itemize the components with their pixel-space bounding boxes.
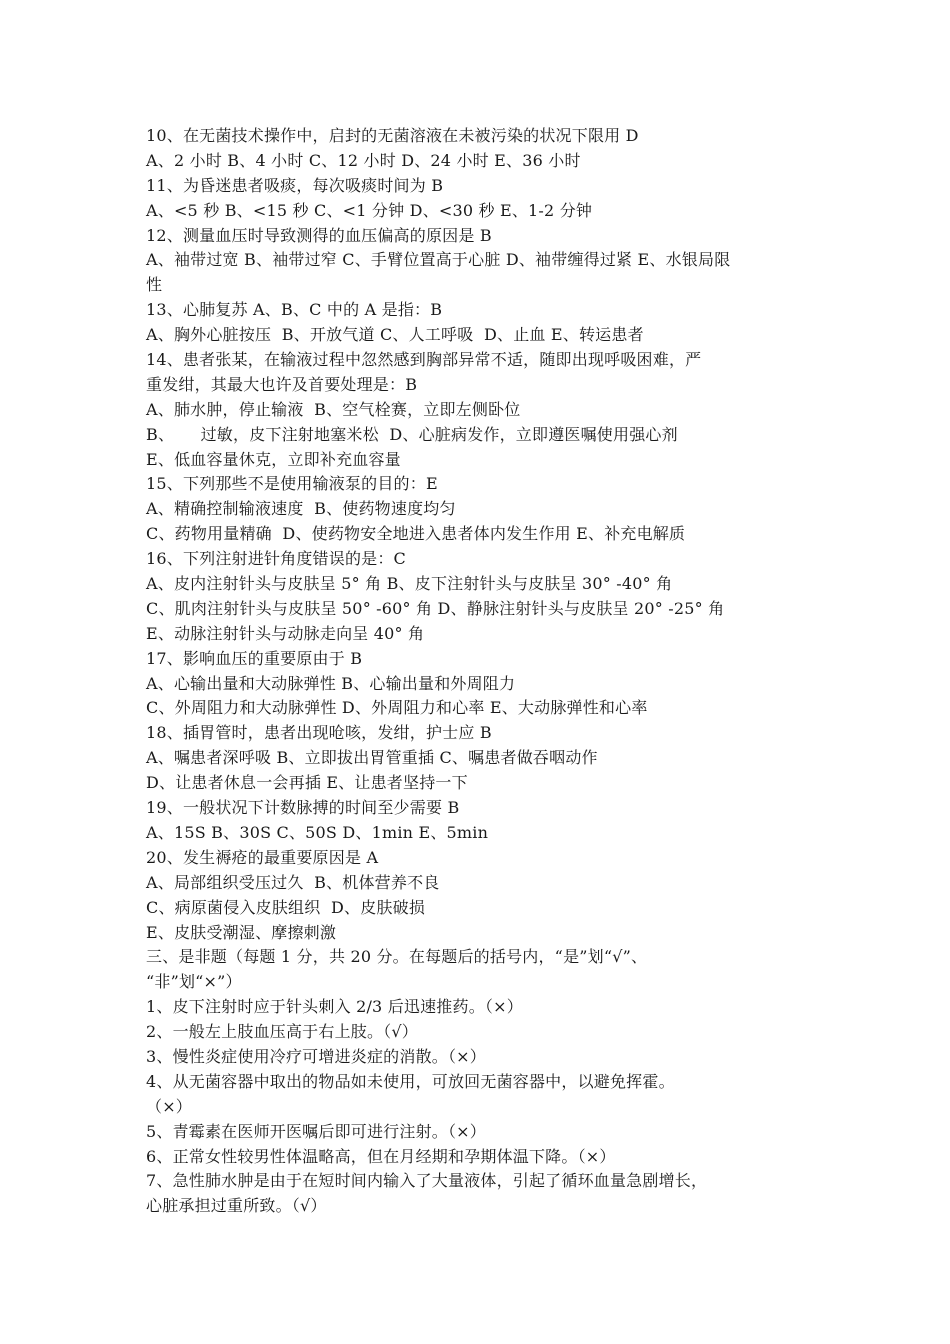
question-20-options-e: E、皮肤受潮湿、摩擦刺激	[146, 922, 337, 942]
question-14-cont: 重发绀，其最大也许及首要处理是：B	[146, 374, 418, 394]
question-11-options: A、<5 秒 B、<15 秒 C、<1 分钟 D、<30 秒 E、1-2 分钟	[146, 200, 593, 220]
question-16-options-c: C、肌肉注射针头与皮肤呈 50° -60° 角 D、静脉注射针头与皮肤呈 20° -25° 角	[146, 598, 725, 618]
question-18-options-a: A、嘱患者深呼吸 B、立即拔出胃管重插 C、嘱患者做吞咽动作	[146, 748, 598, 768]
tf-item-7: 7、急性肺水肿是由于在短时间内输入了大量液体，引起了循环血量急剧增长，	[146, 1171, 708, 1191]
tf-item-4-answer: （×）	[146, 1096, 193, 1116]
question-19-options: A、15S B、30S C、50S D、1min E、5min	[146, 822, 489, 842]
tf-item-7-cont: 心脏承担过重所致。（√）	[146, 1196, 327, 1216]
question-12: 12、测量血压时导致测得的血压偏高的原因是 B	[146, 225, 492, 245]
question-20-options-c: C、病原菌侵入皮肤组织 D、皮肤破损	[146, 897, 426, 917]
question-15-options-c: C、药物用量精确 D、使药物安全地进入患者体内发生作用 E、补充电解质	[146, 524, 686, 544]
question-18-options-d: D、让患者休息一会再插 E、让患者坚持一下	[146, 773, 468, 793]
question-11: 11、为昏迷患者吸痰，每次吸痰时间为 B	[146, 175, 444, 195]
question-18: 18、插胃管时，患者出现呛咳，发绀，护士应 B	[146, 723, 492, 743]
question-14-options-b: B、 过敏，皮下注射地塞米松 D、心脏病发作，立即遵医嘱使用强心剂	[146, 424, 678, 444]
question-15-options-a: A、精确控制输液速度 B、使药物速度均匀	[146, 499, 456, 519]
question-17: 17、影响血压的重要原由于 B	[146, 648, 363, 668]
question-14-options-a: A、肺水肿，停止输液 B、空气栓赛，立即左侧卧位	[146, 399, 521, 419]
question-20-options-a: A、局部组织受压过久 B、机体营养不良	[146, 872, 440, 892]
question-12-options: A、袖带过宽 B、袖带过窄 C、手臂位置高于心脏 D、袖带缠得过紧 E、水银局限	[146, 250, 731, 270]
section-3-heading-cont: “非”划“×”）	[146, 972, 242, 992]
question-16: 16、下列注射进针角度错误的是：C	[146, 549, 407, 569]
question-17-options-c: C、外周阻力和大动脉弹性 D、外周阻力和心率 E、大动脉弹性和心率	[146, 698, 648, 718]
question-13-options: A、胸外心脏按压 B、开放气道 C、人工呼吸 D、止血 E、转运患者	[146, 325, 644, 345]
question-14: 14、患者张某，在输液过程中忽然感到胸部异常不适，随即出现呼吸困难，严	[146, 350, 702, 370]
section-3-heading: 三、是非题（每题 1 分，共 20 分。在每题后的括号内，“是”划“√”、	[146, 947, 648, 967]
tf-item-4: 4、从无菌容器中取出的物品如未使用，可放回无菌容器中，以避免挥霍。	[146, 1071, 675, 1091]
question-13: 13、心肺复苏 A、B、C 中的 A 是指：B	[146, 300, 443, 320]
tf-item-1: 1、皮下注射时应于针头刺入 2/3 后迅速推药。（×）	[146, 997, 523, 1017]
tf-item-5: 5、青霉素在医师开医嘱后即可进行注射。（×）	[146, 1121, 486, 1141]
question-19: 19、一般状况下计数脉搏的时间至少需要 B	[146, 798, 460, 818]
question-16-options-a: A、皮内注射针头与皮肤呈 5° 角 B、皮下注射针头与皮肤呈 30° -40° 角	[146, 574, 673, 594]
tf-item-2: 2、一般左上肢血压高于右上肢。（√）	[146, 1022, 418, 1042]
question-10: 10、在无菌技术操作中，启封的无菌溶液在未被污染的状况下限用 D	[146, 126, 639, 145]
tf-item-3: 3、慢性炎症使用冷疗可增进炎症的消散。（×）	[146, 1046, 486, 1066]
question-17-options-a: A、心输出量和大动脉弹性 B、心输出量和外周阻力	[146, 673, 516, 693]
tf-item-6: 6、正常女性较男性体温略高，但在月经期和孕期体温下降。（×）	[146, 1146, 616, 1166]
question-15: 15、下列那些不是使用输液泵的目的：E	[146, 474, 438, 494]
question-16-options-e: E、动脉注射针头与动脉走向呈 40° 角	[146, 623, 425, 643]
question-10-options: A、2 小时 B、4 小时 C、12 小时 D、24 小时 E、36 小时	[146, 150, 581, 170]
question-14-options-e: E、低血容量休克，立即补充血容量	[146, 449, 401, 469]
question-12-options-cont: 性	[146, 275, 163, 295]
question-20: 20、发生褥疮的最重要原因是 A	[146, 847, 379, 867]
document-body	[146, 124, 826, 1219]
